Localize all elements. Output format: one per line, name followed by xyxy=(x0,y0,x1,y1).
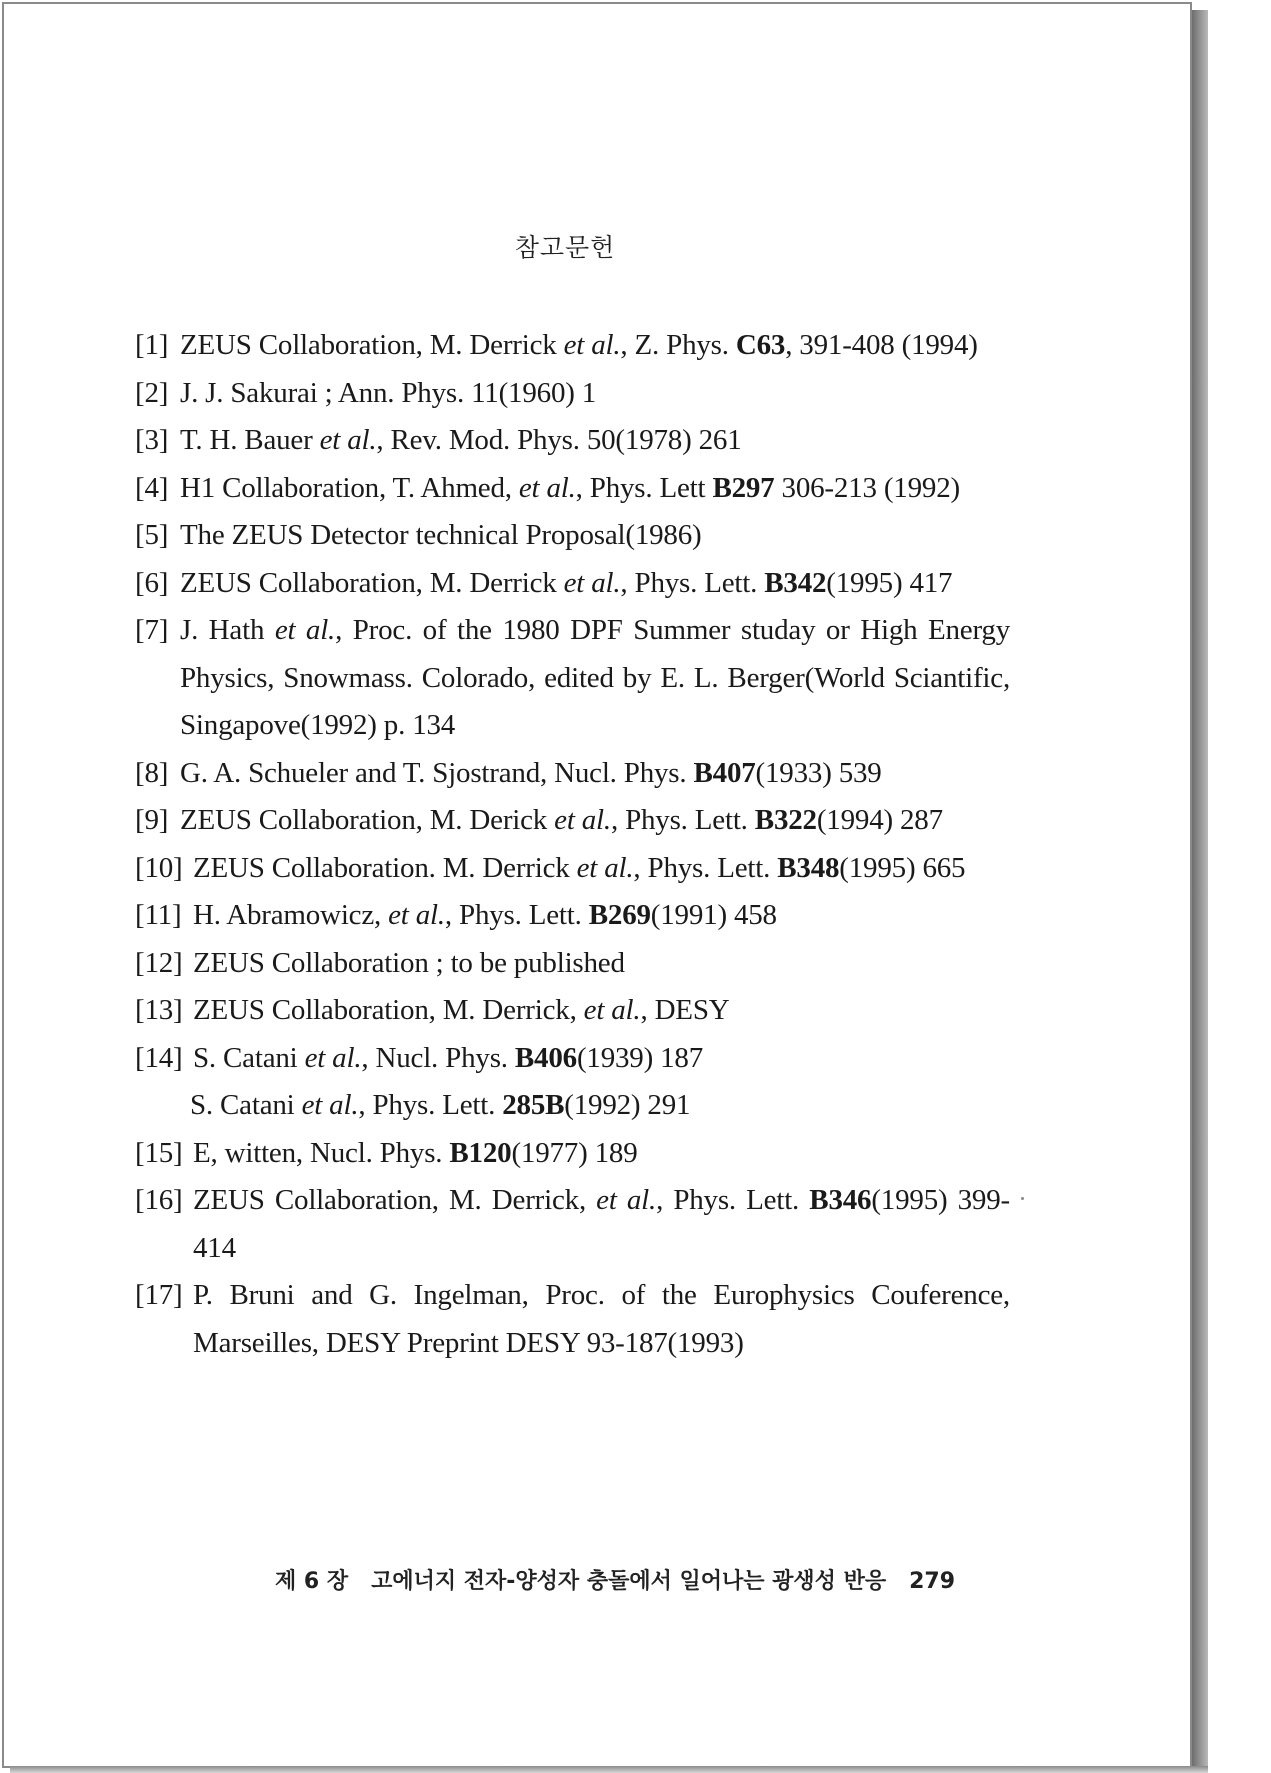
reference-item xyxy=(135,512,1010,560)
reference-item xyxy=(135,322,1010,370)
reference-number: [5] xyxy=(135,519,169,551)
chapter-title: 고에너지 전자-양성자 충돌에서 일어나는 광생성 반응 xyxy=(371,1569,887,1594)
reference-item xyxy=(135,1272,1010,1367)
page-edge-shadow xyxy=(1192,10,1208,1770)
reference-item xyxy=(135,560,1010,608)
reference-number: [2] xyxy=(135,376,169,409)
reference-text: G. A. Schueler and T. Sjostrand, Nucl. Phys. B407(1933) 539 xyxy=(180,756,882,789)
reference-item xyxy=(135,465,1010,513)
reference-item xyxy=(135,417,1010,465)
reference-text: P. Bruni and G. Ingelman, Proc. of the Europhysics Couference, Marseilles, DESY Preprint DESY 93-187(1993) xyxy=(193,1279,1010,1359)
references-heading: 참고문헌 xyxy=(514,233,616,262)
chapter-label: 제 6 장 xyxy=(275,1569,349,1594)
reference-number: [15] xyxy=(135,1136,183,1169)
reference-text: T. H. Bauer et al., Rev. Mod. Phys. 50(1978) 261 xyxy=(180,424,742,456)
page-bottom-shadow xyxy=(10,1766,1208,1773)
reference-text: H1 Collaboration, T. Ahmed, et al., Phys. Lett B297 306-213 (1992) xyxy=(180,471,960,504)
reference-continuation xyxy=(135,1082,1010,1130)
reference-number: [11] xyxy=(135,899,182,931)
reference-item xyxy=(135,1035,1010,1083)
reference-number: [6] xyxy=(135,566,169,599)
reference-number: [17] xyxy=(135,1279,183,1311)
running-footer xyxy=(275,1564,975,1595)
reference-number: [14] xyxy=(135,1041,183,1074)
reference-number: [13] xyxy=(135,994,183,1026)
reference-text: ZEUS Collaboration, M. Derrick, et al., Phys. Lett. B346(1995) 399-414 xyxy=(193,1184,1010,1264)
reference-number: [7] xyxy=(135,614,169,646)
page-number: 279 xyxy=(909,1569,956,1594)
reference-item xyxy=(135,750,1010,798)
reference-text: J. Hath et al., Proc. of the 1980 DPF Summer studay or High Energy Physics, Snowmass. Colorado, edited by E. L. Berger(World Sciantific, Singapove(1992) p. 134 xyxy=(180,614,1011,741)
reference-item xyxy=(135,370,1010,418)
reference-item xyxy=(135,845,1010,893)
reference-number: [3] xyxy=(135,424,169,456)
reference-item xyxy=(135,1130,1010,1178)
reference-number: [9] xyxy=(135,804,169,836)
reference-number: [10] xyxy=(135,851,183,884)
reference-text: S. Catani et al., Nucl. Phys. B406(1939) 187 xyxy=(193,1041,704,1074)
reference-text: ZEUS Collaboration, M. Derrick et al., Phys. Lett. B342(1995) 417 xyxy=(180,566,953,599)
reference-item xyxy=(135,892,1010,940)
reference-text: J. J. Sakurai ; Ann. Phys. 11(1960) 1 xyxy=(180,376,597,409)
reference-text: ZEUS Collaboration ; to be published xyxy=(193,946,625,979)
scan-speck xyxy=(1021,1197,1024,1200)
reference-number: [12] xyxy=(135,946,183,979)
reference-item xyxy=(135,987,1010,1035)
reference-number: [8] xyxy=(135,756,169,789)
reference-item xyxy=(135,1177,1010,1272)
reference-text: ZEUS Collaboration, M. Derrick, et al., DESY xyxy=(193,994,730,1026)
reference-text: S. Catani et al., Phys. Lett. 285B(1992) 291 xyxy=(190,1089,691,1121)
reference-text: ZEUS Collaboration. M. Derrick et al., Phys. Lett. B348(1995) 665 xyxy=(193,851,966,884)
reference-item xyxy=(135,940,1010,988)
reference-number: [1] xyxy=(135,329,169,361)
reference-text: ZEUS Collaboration, M. Derrick et al., Z. Phys. C63, 391-408 (1994) xyxy=(180,329,978,361)
reference-list xyxy=(135,322,1010,1367)
reference-item xyxy=(135,797,1010,845)
reference-number: [4] xyxy=(135,471,169,504)
reference-item xyxy=(135,607,1010,750)
reference-text: ZEUS Collaboration, M. Derick et al., Phys. Lett. B322(1994) 287 xyxy=(180,804,943,836)
reference-text: The ZEUS Detector technical Proposal(1986) xyxy=(180,519,702,551)
reference-text: H. Abramowicz, et al., Phys. Lett. B269(1991) 458 xyxy=(193,899,777,931)
reference-text: E, witten, Nucl. Phys. B120(1977) 189 xyxy=(193,1136,638,1169)
reference-number: [16] xyxy=(135,1184,183,1216)
